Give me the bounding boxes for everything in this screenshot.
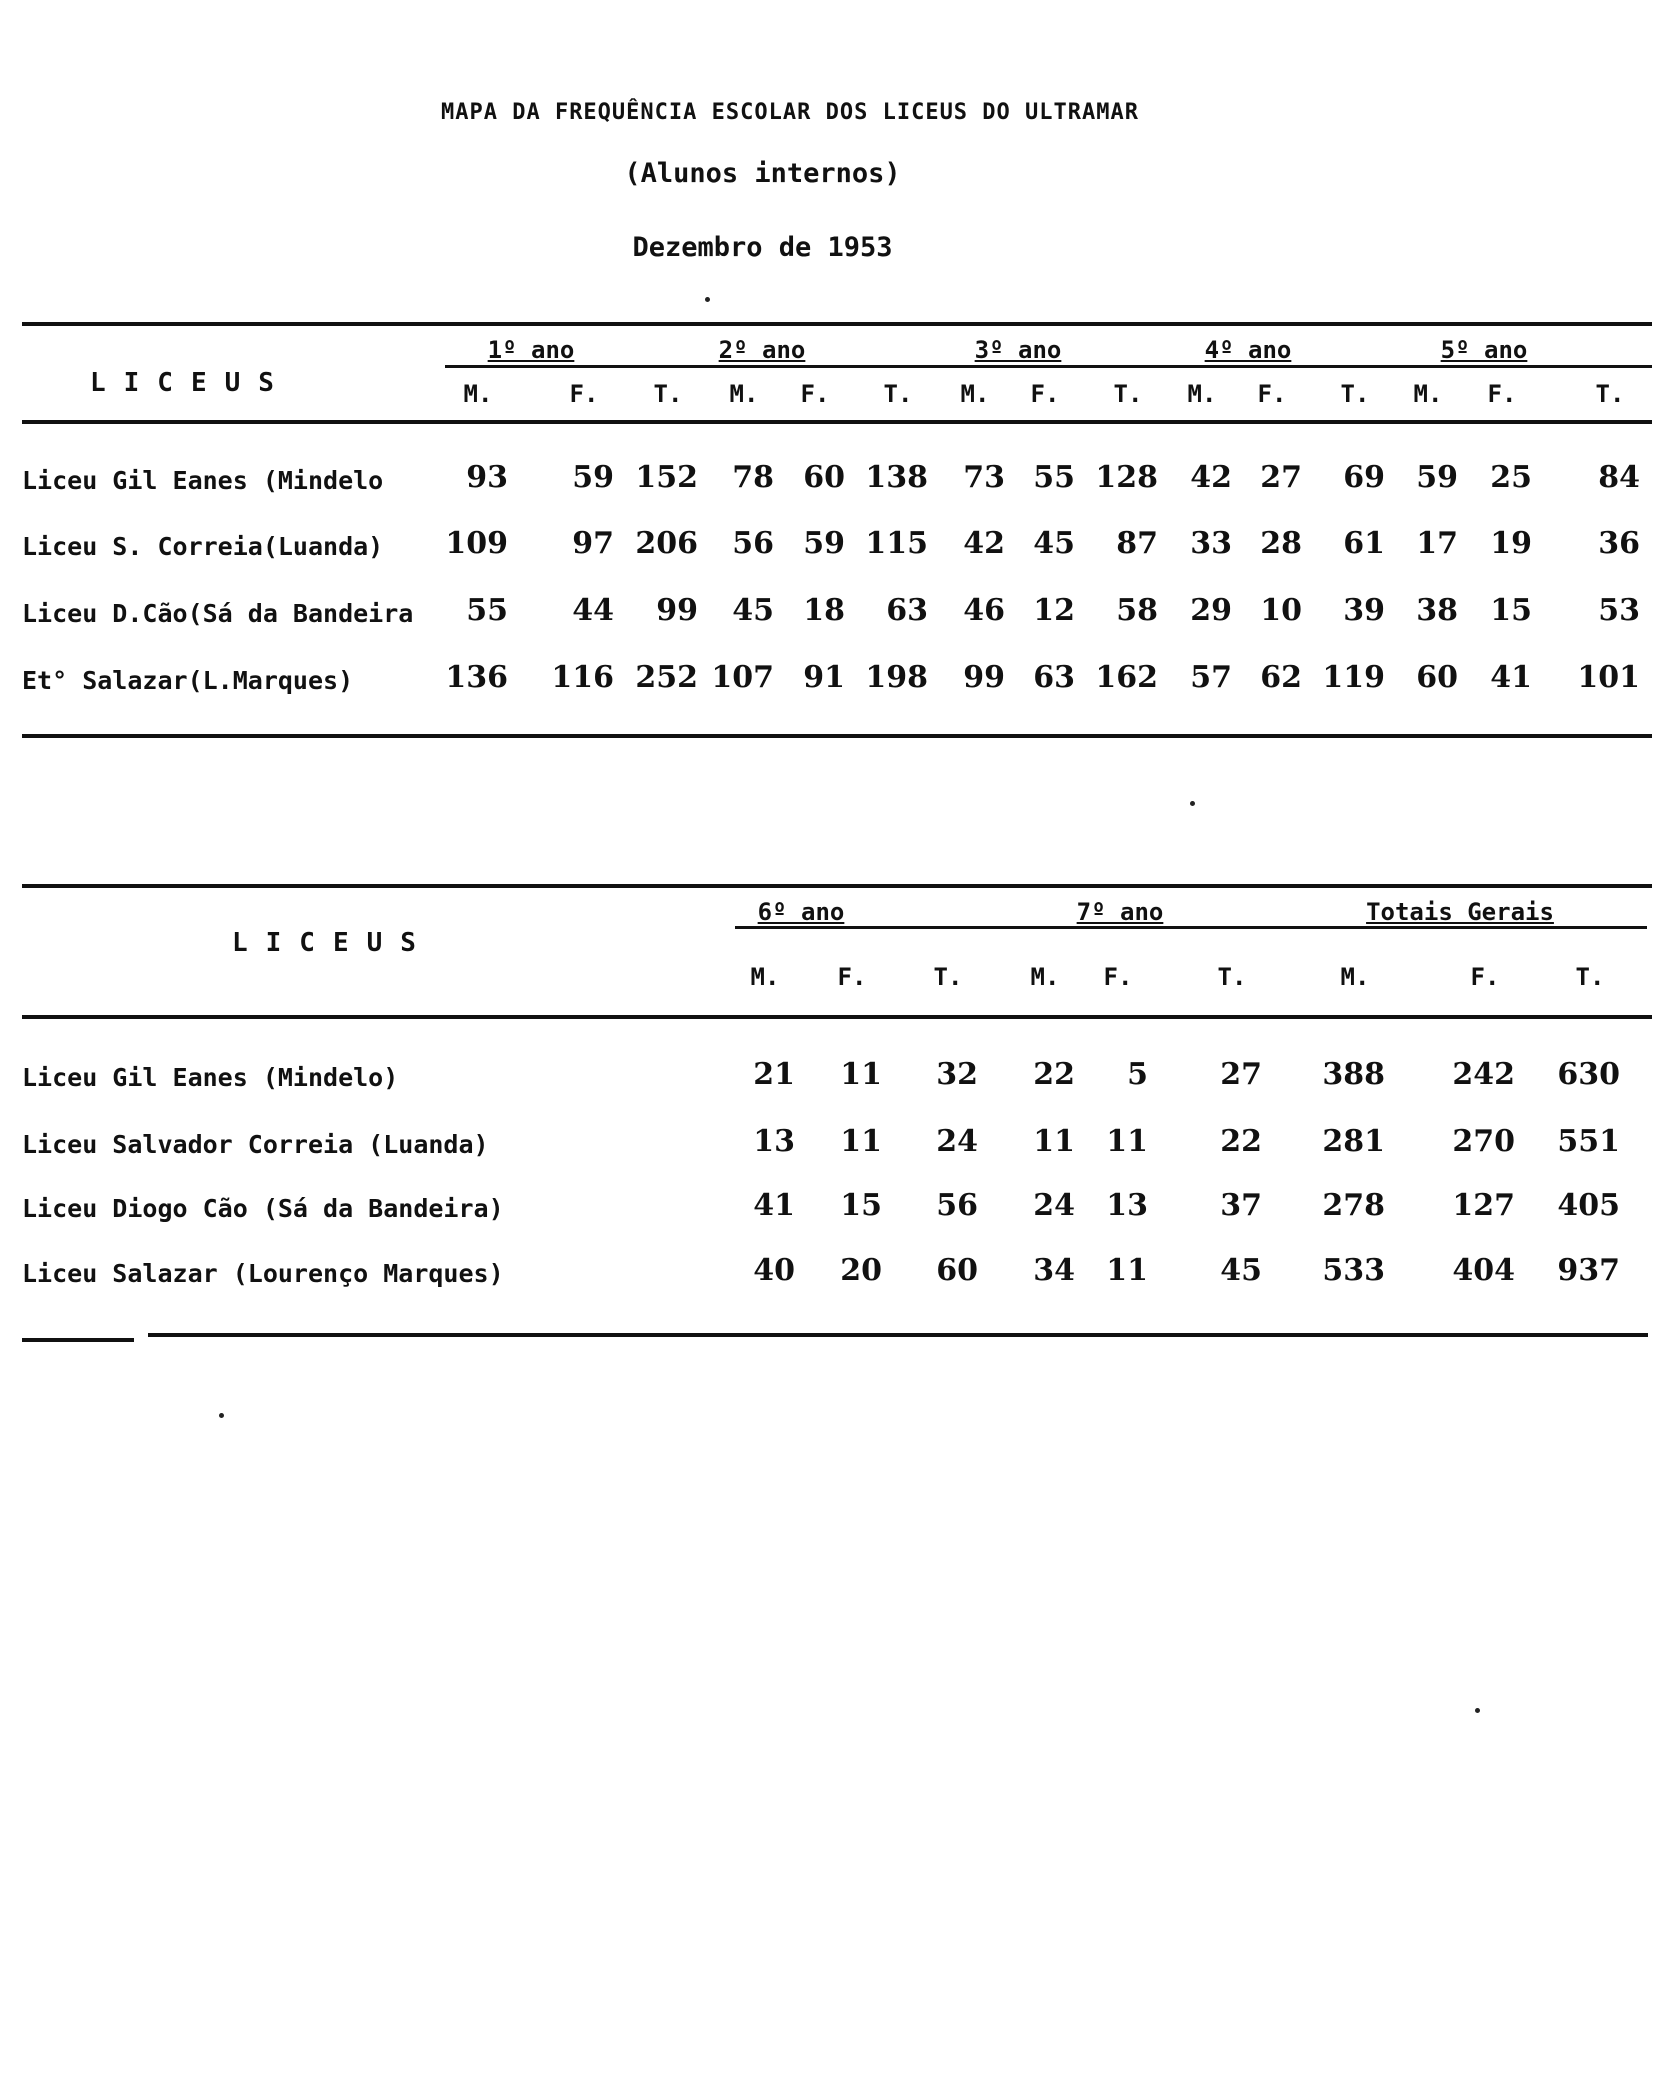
table-1-year-5: 5º ano — [1440, 336, 1528, 364]
table-cell: 937 — [1557, 1253, 1620, 1288]
table-cell: 107 — [711, 660, 774, 695]
table-1-row-label: Liceu Gil Eanes (Mindelo — [22, 466, 384, 495]
column-subheader: T. — [883, 380, 913, 408]
table-cell: 46 — [963, 593, 1005, 628]
table-cell: 12 — [1033, 593, 1075, 628]
table-2-bottom-rule-right — [148, 1333, 1648, 1337]
table-cell: 404 — [1452, 1253, 1515, 1288]
table-cell: 60 — [936, 1253, 978, 1288]
table-cell: 22 — [1220, 1124, 1262, 1159]
table-cell: 55 — [466, 593, 508, 628]
table-2-totals: Totais Gerais — [1366, 898, 1554, 926]
column-subheader: M. — [960, 380, 990, 408]
table-cell: 22 — [1033, 1057, 1075, 1092]
table-1-year-1: 1º ano — [487, 336, 575, 364]
scan-speck — [1190, 801, 1195, 806]
table-2-top-rule — [22, 884, 1652, 888]
table-cell: 45 — [1033, 526, 1075, 561]
table-cell: 99 — [656, 593, 698, 628]
table-cell: 91 — [803, 660, 845, 695]
table-cell: 78 — [732, 460, 774, 495]
column-subheader: T. — [1340, 380, 1370, 408]
table-cell: 198 — [865, 660, 928, 695]
table-cell: 206 — [635, 526, 698, 561]
column-subheader: F. — [1470, 963, 1500, 991]
table-cell: 61 — [1343, 526, 1385, 561]
table-cell: 39 — [1343, 593, 1385, 628]
column-subheader: M. — [1030, 963, 1060, 991]
table-cell: 63 — [886, 593, 928, 628]
table-cell: 38 — [1416, 593, 1458, 628]
column-subheader: M. — [1413, 380, 1443, 408]
table-1-year-3: 3º ano — [974, 336, 1062, 364]
table-cell: 128 — [1095, 460, 1158, 495]
table-cell: 109 — [445, 526, 508, 561]
table-cell: 62 — [1260, 660, 1302, 695]
table-cell: 41 — [1490, 660, 1532, 695]
table-cell: 45 — [1220, 1253, 1262, 1288]
column-subheader: F. — [837, 963, 867, 991]
column-subheader: M. — [1340, 963, 1370, 991]
table-cell: 17 — [1416, 526, 1458, 561]
table-1-row-label: Liceu S. Correia(Luanda) — [22, 532, 384, 561]
table-2-bottom-rule-left — [22, 1338, 134, 1342]
table-cell: 15 — [1490, 593, 1532, 628]
table-cell: 33 — [1190, 526, 1232, 561]
table-2-row-label: Liceu Salazar (Lourenço Marques) — [22, 1259, 504, 1288]
table-cell: 252 — [635, 660, 698, 695]
table-cell: 59 — [803, 526, 845, 561]
column-subheader: T. — [1575, 963, 1605, 991]
page-title: MAPA DA FREQUÊNCIA ESCOLAR DOS LICEUS DO ULTRAMAR — [440, 100, 1139, 125]
table-cell: 11 — [840, 1124, 882, 1159]
table-1-top-rule — [22, 322, 1652, 326]
table-cell: 270 — [1452, 1124, 1515, 1159]
column-subheader: T. — [1217, 963, 1247, 991]
table-cell: 136 — [445, 660, 508, 695]
table-cell: 99 — [963, 660, 1005, 695]
column-subheader: M. — [463, 380, 493, 408]
table-cell: 630 — [1557, 1057, 1620, 1092]
table-2-row-label: Liceu Salvador Correia (Luanda) — [22, 1130, 489, 1159]
table-cell: 60 — [1416, 660, 1458, 695]
table-cell: 25 — [1490, 460, 1532, 495]
table-cell: 13 — [1106, 1188, 1148, 1223]
table-cell: 15 — [840, 1188, 882, 1223]
table-cell: 115 — [865, 526, 928, 561]
table-cell: 19 — [1490, 526, 1532, 561]
report-period: Dezembro de 1953 — [632, 232, 893, 263]
table-cell: 32 — [936, 1057, 978, 1092]
table-2-year-rule — [735, 926, 1647, 929]
table-cell: 551 — [1557, 1124, 1620, 1159]
table-cell: 57 — [1190, 660, 1232, 695]
table-cell: 11 — [1106, 1253, 1148, 1288]
table-cell: 84 — [1598, 460, 1640, 495]
table-cell: 58 — [1116, 593, 1158, 628]
table-cell: 60 — [803, 460, 845, 495]
table-cell: 63 — [1033, 660, 1075, 695]
table-2-year-6: 6º ano — [757, 898, 845, 926]
table-cell: 11 — [1033, 1124, 1075, 1159]
table-cell: 87 — [1116, 526, 1158, 561]
table-1-row-label: Liceu D.Cão(Sá da Bandeira — [22, 599, 414, 628]
table-1-year-2: 2º ano — [718, 336, 806, 364]
table-cell: 13 — [753, 1124, 795, 1159]
page-subtitle: (Alunos internos) — [624, 158, 901, 189]
column-subheader: F. — [1257, 380, 1287, 408]
table-cell: 533 — [1322, 1253, 1385, 1288]
column-subheader: F. — [800, 380, 830, 408]
table-cell: 162 — [1095, 660, 1158, 695]
table-cell: 59 — [572, 460, 614, 495]
table-2-year-7: 7º ano — [1076, 898, 1164, 926]
table-cell: 44 — [572, 593, 614, 628]
table-2-header-rule — [22, 1015, 1652, 1019]
table-cell: 24 — [1033, 1188, 1075, 1223]
table-cell: 37 — [1220, 1188, 1262, 1223]
table-2-liceus-header: LICEUS — [232, 928, 434, 958]
table-cell: 24 — [936, 1124, 978, 1159]
table-cell: 40 — [753, 1253, 795, 1288]
table-cell: 55 — [1033, 460, 1075, 495]
table-cell: 21 — [753, 1057, 795, 1092]
column-subheader: F. — [1030, 380, 1060, 408]
column-subheader: T. — [1113, 380, 1143, 408]
table-2-row-label: Liceu Gil Eanes (Mindelo) — [22, 1063, 399, 1092]
scan-speck — [219, 1413, 224, 1418]
table-cell: 93 — [466, 460, 508, 495]
table-cell: 278 — [1322, 1188, 1385, 1223]
table-cell: 73 — [963, 460, 1005, 495]
table-cell: 59 — [1416, 460, 1458, 495]
table-cell: 10 — [1260, 593, 1302, 628]
column-subheader: M. — [729, 380, 759, 408]
table-cell: 28 — [1260, 526, 1302, 561]
table-cell: 116 — [551, 660, 614, 695]
table-cell: 138 — [865, 460, 928, 495]
table-cell: 101 — [1577, 660, 1640, 695]
scan-speck — [705, 297, 710, 302]
table-cell: 388 — [1322, 1057, 1385, 1092]
column-subheader: M. — [1187, 380, 1217, 408]
table-cell: 56 — [936, 1188, 978, 1223]
table-cell: 5 — [1127, 1057, 1148, 1092]
table-1-year-rule — [445, 365, 1652, 368]
scan-speck — [1475, 1708, 1480, 1713]
table-cell: 20 — [840, 1253, 882, 1288]
table-cell: 242 — [1452, 1057, 1515, 1092]
table-2-row-label: Liceu Diogo Cão (Sá da Bandeira) — [22, 1194, 504, 1223]
table-cell: 11 — [840, 1057, 882, 1092]
table-cell: 127 — [1452, 1188, 1515, 1223]
table-1-liceus-header: LICEUS — [90, 368, 292, 398]
table-1-year-4: 4º ano — [1204, 336, 1292, 364]
table-cell: 27 — [1260, 460, 1302, 495]
table-cell: 56 — [732, 526, 774, 561]
table-cell: 42 — [1190, 460, 1232, 495]
column-subheader: T. — [653, 380, 683, 408]
column-subheader: F. — [1487, 380, 1517, 408]
table-cell: 405 — [1557, 1188, 1620, 1223]
table-cell: 69 — [1343, 460, 1385, 495]
table-cell: 53 — [1598, 593, 1640, 628]
table-cell: 34 — [1033, 1253, 1075, 1288]
table-cell: 29 — [1190, 593, 1232, 628]
table-cell: 27 — [1220, 1057, 1262, 1092]
column-subheader: M. — [750, 963, 780, 991]
table-cell: 152 — [635, 460, 698, 495]
column-subheader: T. — [933, 963, 963, 991]
table-cell: 281 — [1322, 1124, 1385, 1159]
column-subheader: F. — [569, 380, 599, 408]
column-subheader: T. — [1595, 380, 1625, 408]
table-cell: 41 — [753, 1188, 795, 1223]
table-1-header-rule — [22, 420, 1652, 424]
table-1-row-label: Et° Salazar(L.Marques) — [22, 666, 354, 695]
table-cell: 18 — [803, 593, 845, 628]
table-1-bottom-rule — [22, 734, 1652, 738]
table-cell: 119 — [1322, 660, 1385, 695]
table-cell: 45 — [732, 593, 774, 628]
table-cell: 11 — [1106, 1124, 1148, 1159]
table-cell: 97 — [572, 526, 614, 561]
column-subheader: F. — [1103, 963, 1133, 991]
table-cell: 42 — [963, 526, 1005, 561]
table-cell: 36 — [1598, 526, 1640, 561]
